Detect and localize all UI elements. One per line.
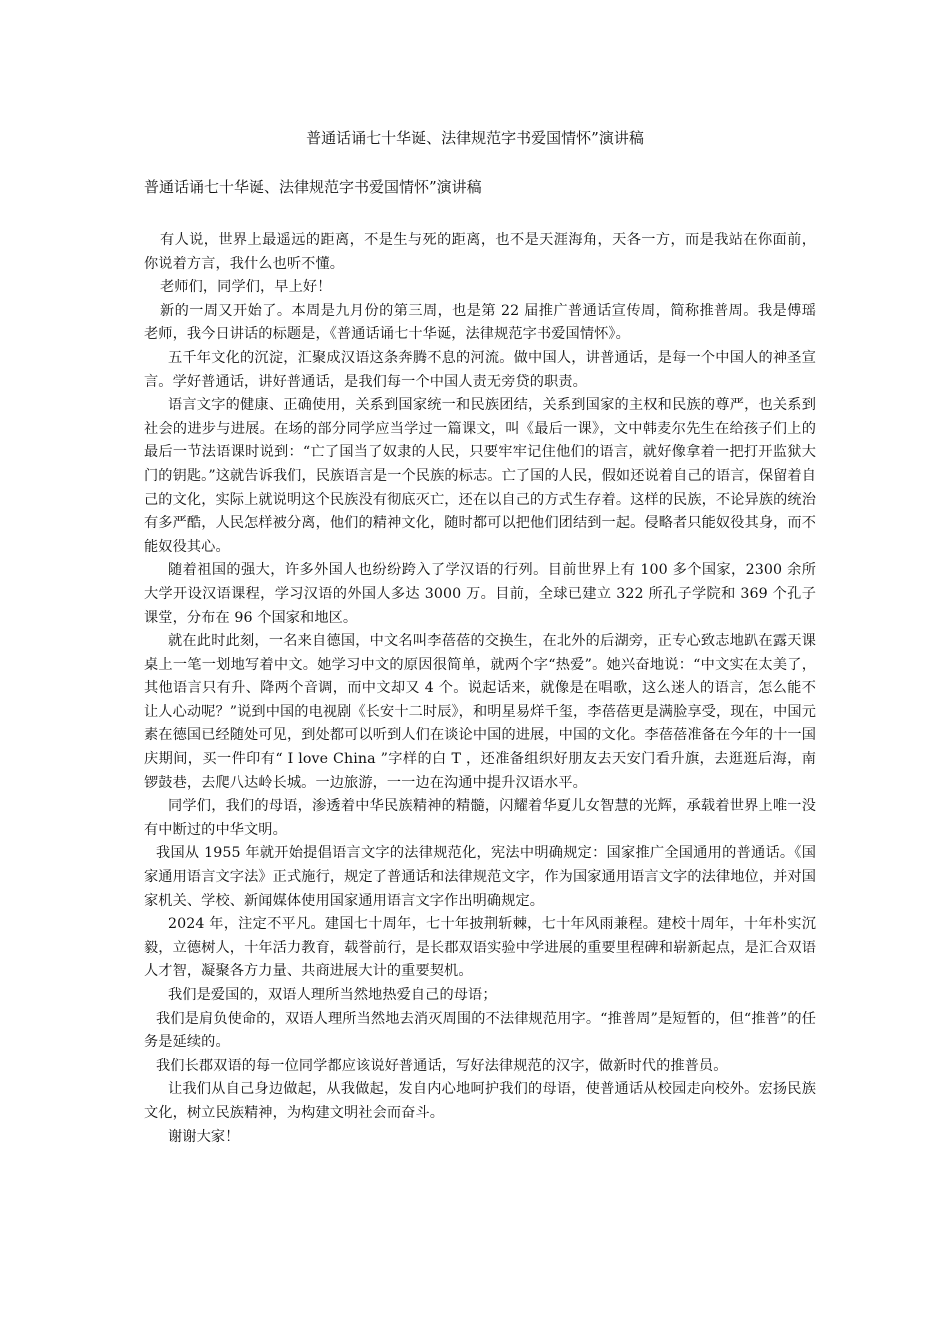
paragraph: 语言文字的健康、正确使用，关系到国家统一和民族团结，关系到国家的主权和民族的尊严，也关系到社会的进步与进展。在场的部分同学应当学过一篇课文，叫《最后一课》，文中韩麦尔先生在给孩子们上的最后一节法语课时说到：“亡了国当了奴隶的人民，只要牢牢记住他们的语言，就好像拿着一把打开监狱大门的钥匙。”这就告诉我们，民族语言是一个民族的标志。亡了国的人民，假如还说着自己的语言，保留着自己的文化，实际上就说明这个民族没有彻底灭亡，还在以自己的方式生存着。这样的民族，不论异族的统治有多严酷，人民怎样被分离，他们的精神文化，随时都可以把他们团结到一起。侵略者只能奴役其身，而不能奴役其心。 (144, 397, 816, 555)
paragraph: 2024 年，注定不平凡。建国七十周年，七十年披荆斩棘，七十年风雨兼程。建校十周年，十年朴实沉毅，立德树人，十年活力教育，载誉前行，是长郡双语实验中学进展的重要里程碑和崭新起点，是汇合双语人才智，凝聚各方力量、共商进展大计的重要契机。 (144, 916, 816, 980)
paragraph: 老师们，同学们，早上好！ (160, 279, 332, 296)
document-body (144, 229, 816, 1149)
paragraph: 随着祖国的强大，许多外国人也纷纷跨入了学汉语的行列。目前世界上有 100 多个国家，2300 余所大学开设汉语课程，学习汉语的外国人多达 3000 万。目前，全球已建立 322 所孔子学院和 369 个孔子课堂，分布在 96 个国家和地区。 (144, 562, 816, 626)
paragraph: 同学们，我们的母语，渗透着中华民族精神的精髓，闪耀着华夏儿女智慧的光辉，承载着世界上唯一没有中断过的中华文明。 (144, 798, 816, 838)
document-subtitle: 普通话诵七十华诞、法律规范字书爱国情怀”演讲稿 (144, 178, 482, 196)
paragraph: 五千年文化的沉淀，汇聚成汉语这条奔腾不息的河流。做中国人，讲普通话，是每一个中国人的神圣宣言。学好普通话，讲好普通话，是我们每一个中国人责无旁贷的职责。 (144, 349, 816, 390)
paragraph: 就在此时此刻，一名来自德国，中文名叫李蓓蓓的交换生，在北外的后湖旁，正专心致志地趴在露天课桌上一笔一划地写着中文。她学习中文的原因很简单，就两个字“热爱”。她兴奋地说：“中文实在太美了，其他语言只有升、降两个音调，而中文却又 4 个。说起话来，就像是在唱歌，这么迷人的语言，怎么能不让人心动呢？”说到中国的电视剧《长安十二时辰》，和明星易烊千玺，李蓓蓓更是满脸享受，现在，中国元素在德国已经随处可见，到处都可以听到人们在谈论中国的进展，中国的文化。李蓓蓓准备在今年的十一国庆期间，买一件印有“ I love China ”字样的白 T ，还准备组织好朋友去天安门看升旗，去逛逛后海，南锣鼓巷，去爬八达岭长城。一边旅游，一一边在沟通中提升汉语水平。 (144, 633, 816, 791)
paragraph: 我们是爱国的，双语人理所当然地热爱自己的母语； (168, 987, 497, 1003)
paragraph: 新的一周又开始了。本周是九月份的第三周，也是第 22 届推广普通话宣传周，简称推普周。我是傅瑶老师，我今日讲话的标题是，《普通话诵七十华诞，法律规范字书爱国情怀》。 (144, 302, 816, 343)
paragraph: 让我们从自己身边做起，从我做起，发自内心地呵护我们的母语，使普通话从校园走向校外。宏扬民族文化，树立民族精神，为构建文明社会而奋斗。 (144, 1081, 816, 1121)
paragraph: 谢谢大家！ (168, 1128, 240, 1145)
document-title: 普通话诵七十华诞、法律规范字书爱国情怀”演讲稿 (306, 129, 644, 147)
paragraph: 我们是肩负使命的，双语人理所当然地去消灭周围的不法律规范用字。“推普周”是短暂的，但“推普”的任务是延续的。 (144, 1010, 816, 1051)
paragraph: 我们长郡双语的每一位同学都应该说好普通话，写好法律规范的汉字，做新时代的推普员。 (156, 1057, 728, 1074)
paragraph: 我国从 1955 年就开始提倡语言文字的法律规范化，宪法中明确规定：国家推广全国通用的普通话。《国家通用语言文字法》正式施行，规定了普通话和法律规范文字，作为国家通用语言文字的法律地位，并对国家机关、学校、新闻媒体使用国家通用语言文字作出明确规定。 (144, 845, 816, 909)
paragraph: 有人说，世界上最遥远的距离，不是生与死的距离，也不是天涯海角，天各一方，而是我站在你面前，你说着方言，我什么也听不懂。 (144, 232, 816, 272)
